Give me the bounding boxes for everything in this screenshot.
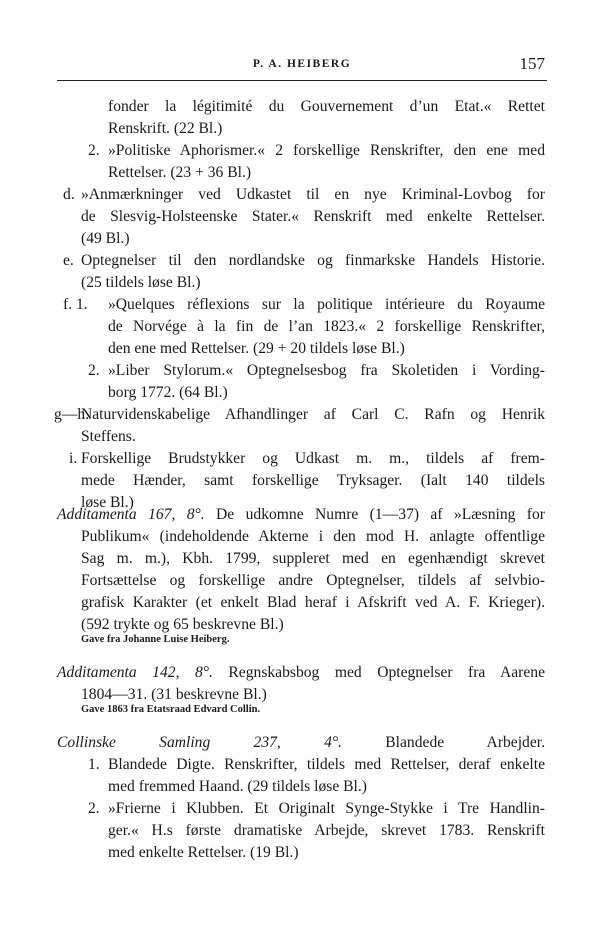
shelfmark-reference: Additamenta 167, 8°.	[57, 506, 205, 523]
text-line: (592 trykte og 65 beskrevne Bl.)	[81, 616, 284, 633]
list-marker: f. 1.	[63, 296, 88, 313]
text-line: »Quelques réflexions sur la politique intérieure du Royaume	[108, 296, 545, 313]
text-line: Rettelser. (23 + 36 Bl.)	[108, 164, 252, 181]
running-header	[57, 50, 547, 81]
text-line: med enkelte Rettelser. (19 Bl.)	[108, 844, 299, 861]
entry-description: De udkomne Numre (1—37) af »Læsning for	[204, 506, 545, 523]
list-marker: e.	[63, 252, 74, 269]
list-marker: 2.	[88, 362, 100, 379]
text-line: med fremmed Haand. (29 tildels løse Bl.)	[108, 778, 367, 795]
text-line: Renskrift. (22 Bl.)	[108, 120, 223, 137]
provenance-note: Gave 1863 fra Etatsraad Edvard Collin.	[81, 704, 261, 715]
text-line: (25 tildels løse Bl.)	[81, 274, 201, 291]
text-line: »Anmærkninger ved Udkastet til en nye Kriminal-Lovbog for	[81, 186, 545, 203]
text-line: Sag m. m.), Kbh. 1799, suppleret med en egenhændigt skrevet	[81, 550, 545, 567]
text-line: Blandede Digte. Renskrifter, tildels med Rettelser, deraf enkelte	[108, 756, 545, 773]
shelfmark-reference: Collinske Samling 237, 4°.	[57, 734, 343, 751]
text-line: mede Hænder, samt forskellige Tryksager. (Ialt 140 tildels	[81, 472, 545, 489]
text-line: de Slesvig-Holsteenske Stater.« Renskrift med enkelte Rettelser.	[81, 208, 545, 225]
text-line: Fortsættelse og forskellige andre Optegnelser, tildels af selvbio-	[81, 572, 545, 589]
entry-description: Blandede Arbejder.	[342, 734, 546, 751]
list-marker: d.	[63, 186, 75, 203]
catalog-entry-heading	[57, 732, 545, 754]
text-line: de Norvége à la fin de l’an 1823.« 2 forskellige Renskrifter,	[108, 318, 545, 335]
list-marker: 2.	[88, 142, 100, 159]
list-marker: 1.	[88, 756, 100, 773]
text-line: (49 Bl.)	[81, 230, 130, 247]
text-line: grafisk Karakter (et enkelt Blad heraf i Afskrift ved A. F. Krieger).	[81, 594, 545, 611]
text-line: Forskellige Brudstykker og Udkast m. m., tildels af frem-	[81, 450, 545, 467]
text-line: »Frierne i Klubben. Et Originalt Synge-Stykke i Tre Handlin-	[108, 800, 545, 817]
text-line: »Politiske Aphorismer.« 2 forskellige Renskrifter, den ene med	[108, 142, 545, 159]
text-line: ger.« H.s første dramatiske Arbejde, skrevet 1783. Renskrift	[108, 822, 545, 839]
text-line: 1804—31. (31 beskrevne Bl.)	[81, 686, 267, 703]
text-line: fonder la légitimité du Gouvernement d’un Etat.« Rettet	[108, 98, 545, 115]
text-line: Steffens.	[81, 428, 136, 445]
list-marker: g—h.	[54, 406, 90, 423]
provenance-note: Gave fra Johanne Luise Heiberg.	[81, 634, 230, 645]
catalog-entry-heading	[57, 504, 545, 526]
text-line: »Liber Stylorum.« Optegnelsesbog fra Skoletiden i Vording-	[108, 362, 545, 379]
list-marker: i.	[69, 450, 78, 467]
running-head-title: P. A. HEIBERG	[252, 58, 352, 70]
text-line: løse Bl.)	[81, 494, 134, 511]
page-number: 157	[519, 54, 545, 73]
text-line: den ene med Rettelser. (29 + 20 tildels løse Bl.)	[108, 340, 405, 357]
text-line: Publikum« (indeholdende Akterne i den mod H. anlagte offentlige	[81, 528, 545, 545]
text-line: Optegnelser til den nordlandske og finmarkske Handels Historie.	[81, 252, 545, 269]
catalog-entry-heading	[57, 662, 545, 684]
text-line: borg 1772. (64 Bl.)	[108, 384, 228, 401]
shelfmark-reference: Additamenta 142, 8°.	[57, 664, 213, 681]
entry-description: Regnskabsbog med Optegnelser fra Aarene	[212, 664, 545, 681]
text-line: Naturvidenskabelige Afhandlinger af Carl C. Rafn og Henrik	[81, 406, 545, 423]
list-marker: 2.	[88, 800, 100, 817]
